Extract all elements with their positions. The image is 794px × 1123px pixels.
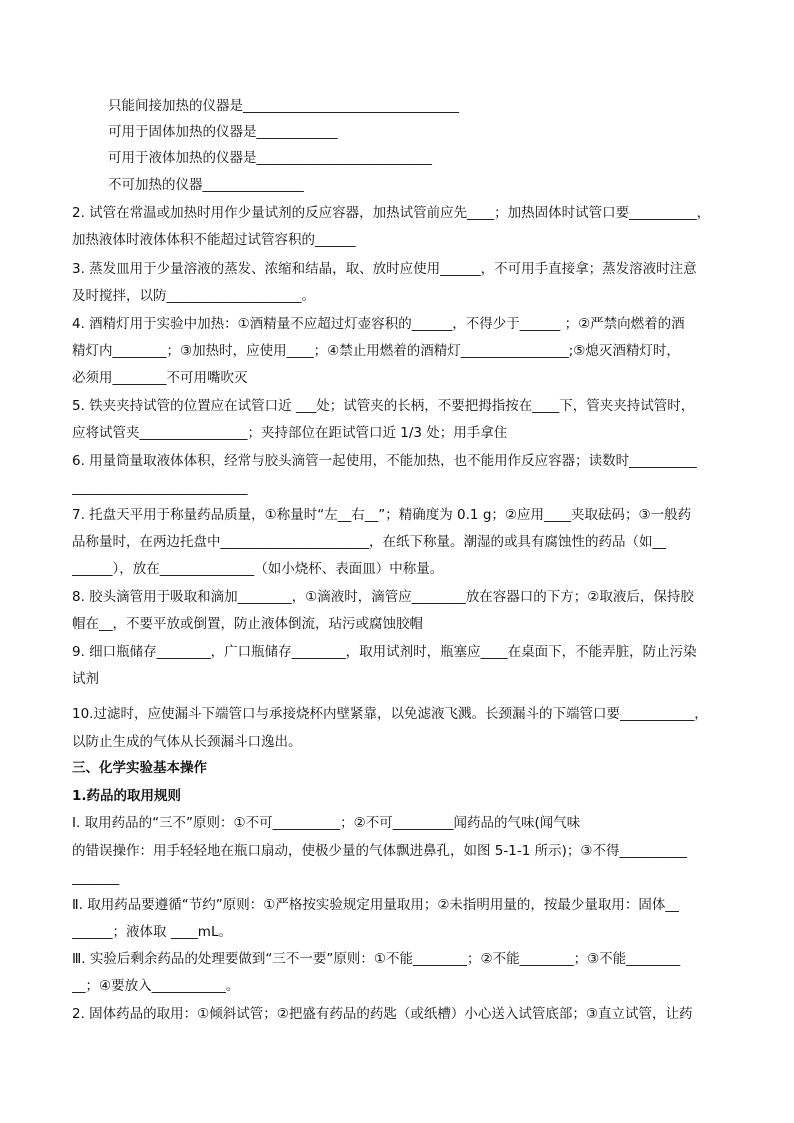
line-14: 6. 用量筒量取液体体积，经常与胶头滴管一起使用，不能加热，也不能用作反应容器；读数时__________: [72, 453, 697, 469]
line-12: 5. 铁夹夹持试管的位置应在试管口近 ___处；试管夹的长柄，不要把拇指按在____下，管夹夹持试管时，: [72, 398, 695, 414]
line-4: 不可加热的仪器_______________: [108, 177, 304, 193]
line-2: 可用于固体加热的仪器是____________: [108, 124, 338, 140]
line-6: 加热液体时液体体积不能超过试管容积的______: [72, 232, 356, 248]
section-heading: 三、化学实验基本操作: [72, 760, 207, 776]
line-11: 必须用________不可用嘴吹灭: [72, 370, 248, 386]
line-22: 试剂: [72, 671, 99, 687]
line-5: 2. 试管在常温或加热时用作少量试剂的反应容器，加热试管前应先____；加热固体时试管口要__________，: [72, 205, 711, 221]
line-24: 以防止生成的气体从长颈漏斗口逸出。: [72, 734, 302, 750]
line-28: 的错误操作：用手轻轻地在瓶口扇动，使极少量的气体飘进鼻孔，如图 5-1-1 所示)；③不得__________: [72, 843, 687, 859]
line-23: 10.过滤时，应使漏斗下端管口与承接烧杯内壁紧靠，以免滤液飞溅。长颈漏斗的下端管口要___________，: [72, 706, 708, 722]
line-27: Ⅰ. 取用药品的“三不”原则：①不可__________；②不可_________闻药品的气味(闻气味: [72, 815, 581, 831]
line-13: 应将试管夹________________；夹持部位在距试管口近 1/3 处；用手拿住: [72, 425, 508, 441]
line-31: ______；液体取 ____mL。: [72, 924, 232, 940]
line-7: 3. 蒸发皿用于少量溶液的蒸发、浓缩和结晶，取、放时应使用______，不可用手直接拿；蒸发溶液时注意: [72, 261, 697, 277]
subsection-heading: 1.药品的取用规则: [72, 788, 182, 804]
line-16: 7. 托盘天平用于称量药品质量，①称量时“左__右__”；精确度为 0.1 g；②应用____夹取砝码；③一般药: [72, 507, 692, 523]
line-3: 可用于液体加热的仪器是__________________________: [108, 150, 432, 166]
line-21: 9. 细口瓶储存________，广口瓶储存________，取用试剂时，瓶塞应____在桌面下，不能弄脏，防止污染: [72, 644, 697, 660]
line-1: 只能间接加热的仪器是________________________________: [108, 98, 459, 114]
line-30: Ⅱ. 取用药品要遵循“节约”原则：①严格按实验规定用量取用；②未指明用量的，按最少量取用：固体__: [72, 897, 679, 913]
line-34: 2. 固体药品的取用：①倾斜试管；②把盛有药品的药匙（或纸槽）小心送入试管底部；③直立试管，让药: [72, 1006, 693, 1022]
line-10: 精灯内________；③加热时，应使用____；④禁止用燃着的酒精灯________________;⑤熄灭酒精灯时，: [72, 343, 680, 359]
line-32: Ⅲ. 实验后剩余药品的处理要做到“三不一要”原则：①不能________；②不能________；③不能________: [72, 951, 681, 967]
line-33: __；④要放入___________。: [72, 978, 240, 994]
line-18: ______），放在______________（如小烧杯、表面皿）中称量。: [72, 561, 444, 577]
line-9: 4. 酒精灯用于实验中加热：①酒精量不应超过灯壶容积的______，不得少于______ ；②严禁向燃着的酒: [72, 316, 685, 332]
line-20: 帽在__，不要平放或倒置，防止液体倒流，玷污或腐蚀胶帽: [72, 616, 423, 632]
line-8: 及时搅拌，以防____________________。: [72, 288, 315, 304]
line-19: 8. 胶头滴管用于吸取和滴加________，①滴液时，滴管应________放在容器口的下方；②取液后，保持胶: [72, 589, 694, 605]
line-15: __________________________: [72, 480, 248, 496]
line-17: 品称量时，在两边托盘中______________________，在纸下称量。潮湿的或具有腐蚀性的药品（如__: [72, 534, 666, 550]
line-29: _______: [72, 870, 120, 886]
